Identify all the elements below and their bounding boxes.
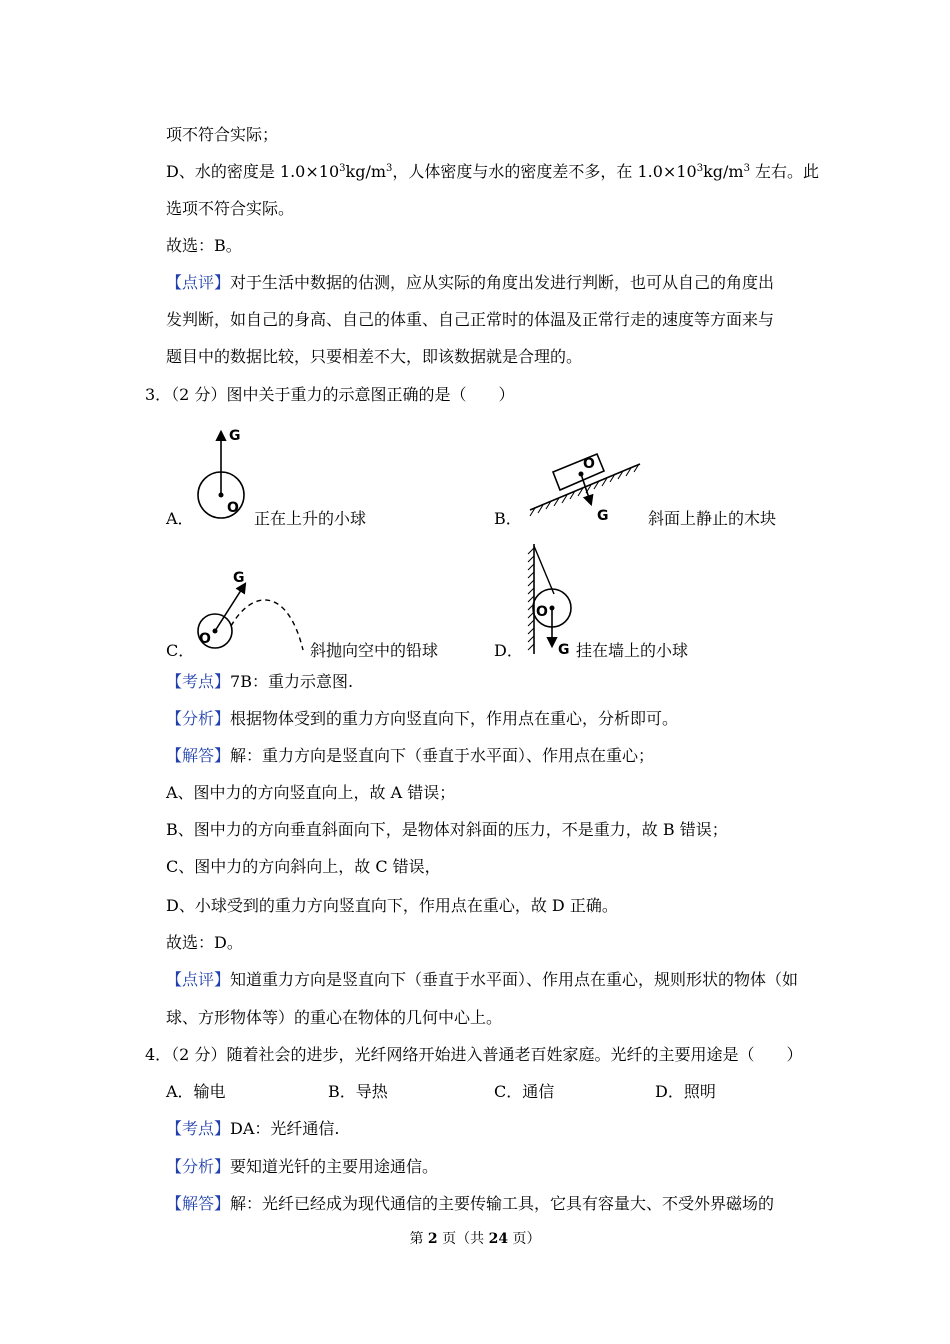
jieda-tag: 【解答】 xyxy=(166,1194,231,1213)
fenxi-line: 【分析】要知道光钎的主要用途通信。 xyxy=(166,1157,439,1176)
fenxi-tag: 【分析】 xyxy=(166,1157,231,1176)
text-line: 项不符合实际； xyxy=(166,125,279,144)
question-4-stem: 4．（2 分）随着社会的进步，光纤网络开始进入普通老百姓家庭。光纤的主要用途是（ ） xyxy=(145,1045,803,1064)
kaodian-tag: 【考点】 xyxy=(166,672,231,691)
q4-option-d: D．照明 xyxy=(655,1082,716,1101)
label-o: O xyxy=(536,604,548,620)
jieda-line: 【解答】解：重力方向是竖直向下（垂直于水平面）、作用点在重心； xyxy=(166,746,655,765)
text-line: 选项不符合实际。 xyxy=(166,199,295,218)
label-g: G xyxy=(558,642,570,658)
label-g: G xyxy=(229,428,241,444)
kaodian-line: 【考点】DA：光纤通信. xyxy=(166,1119,340,1138)
text-line: 球、方形物体等）的重心在物体的几何中心上。 xyxy=(166,1008,503,1027)
text-line: D、小球受到的重力方向竖直向下，作用点在重心，故 D 正确。 xyxy=(166,896,618,915)
page-number: 2 xyxy=(427,1231,438,1247)
text-line: 发判断，如自己的身高、自己的体重、自己正常时的体温及正常行走的速度等方面来与 xyxy=(166,310,775,329)
q4-option-b: B．导热 xyxy=(328,1082,388,1101)
option-d-letter: D． xyxy=(494,641,523,660)
figure-a-rising-ball xyxy=(193,420,253,520)
label-o: O xyxy=(227,500,239,516)
option-c-text: 斜抛向空中的铅球 xyxy=(310,641,439,660)
question-3-stem: 3．（2 分）图中关于重力的示意图正确的是（ ） xyxy=(145,385,515,404)
option-a-letter: A． xyxy=(166,509,194,528)
page-footer: 第 2 页（共 24 页） xyxy=(409,1231,541,1247)
fenxi-line: 【分析】根据物体受到的重力方向竖直向下，作用点在重心，分析即可。 xyxy=(166,709,679,728)
text-line: A、图中力的方向竖直向上，故 A 错误； xyxy=(166,783,456,802)
option-a-text: 正在上升的小球 xyxy=(254,509,367,528)
text-line: 故选：D。 xyxy=(166,933,243,952)
fenxi-tag: 【分析】 xyxy=(166,709,231,728)
q4-option-a: A．输电 xyxy=(166,1082,226,1101)
figure-b-block-on-incline xyxy=(525,452,655,532)
option-b-text: 斜面上静止的木块 xyxy=(648,509,777,528)
comment-tag: 【点评】 xyxy=(166,273,231,292)
dianping-tag: 【点评】 xyxy=(166,970,231,989)
comment-line: 【点评】对于生活中数据的估测，应从实际的角度出发进行判断，也可从自己的角度出 xyxy=(166,273,775,292)
text-line: 题目中的数据比较，只要相差不大，即该数据就是合理的。 xyxy=(166,347,583,366)
text-line: 故选：B。 xyxy=(166,236,242,255)
text-line: C、图中力的方向斜向上，故 C 错误， xyxy=(166,857,441,876)
kaodian-line: 【考点】7B：重力示意图. xyxy=(166,672,354,691)
text-line: B、图中力的方向垂直斜面向下，是物体对斜面的压力，不是重力，故 B 错误； xyxy=(166,820,728,839)
dianping-line: 【点评】知道重力方向是竖直向下（垂直于水平面）、作用点在重心，规则形状的物体（如 xyxy=(166,970,799,989)
text-line-density: D、水的密度是 $1.0\times 10^3kg/m^3$，人体密度与水的密度差不多，在 $1.0\times 10^3kg/m^3$ 左右。此 xyxy=(166,162,820,181)
figure-c-thrown-shot xyxy=(193,568,313,668)
option-b-letter: B． xyxy=(494,509,522,528)
kaodian-tag: 【考点】 xyxy=(166,1119,231,1138)
q4-option-c: C．通信 xyxy=(494,1082,555,1101)
page-total: 24 xyxy=(488,1231,509,1247)
jieda-tag: 【解答】 xyxy=(166,746,231,765)
label-o: O xyxy=(583,456,595,472)
option-c-letter: C． xyxy=(166,641,195,660)
label-o: O xyxy=(199,631,211,647)
label-g: G xyxy=(597,508,609,524)
option-d-text: 挂在墙上的小球 xyxy=(576,641,689,660)
jieda-line: 【解答】解：光纤已经成为现代通信的主要传输工具，它具有容量大、不受外界磁场的 xyxy=(166,1194,775,1213)
label-g: G xyxy=(233,570,245,586)
